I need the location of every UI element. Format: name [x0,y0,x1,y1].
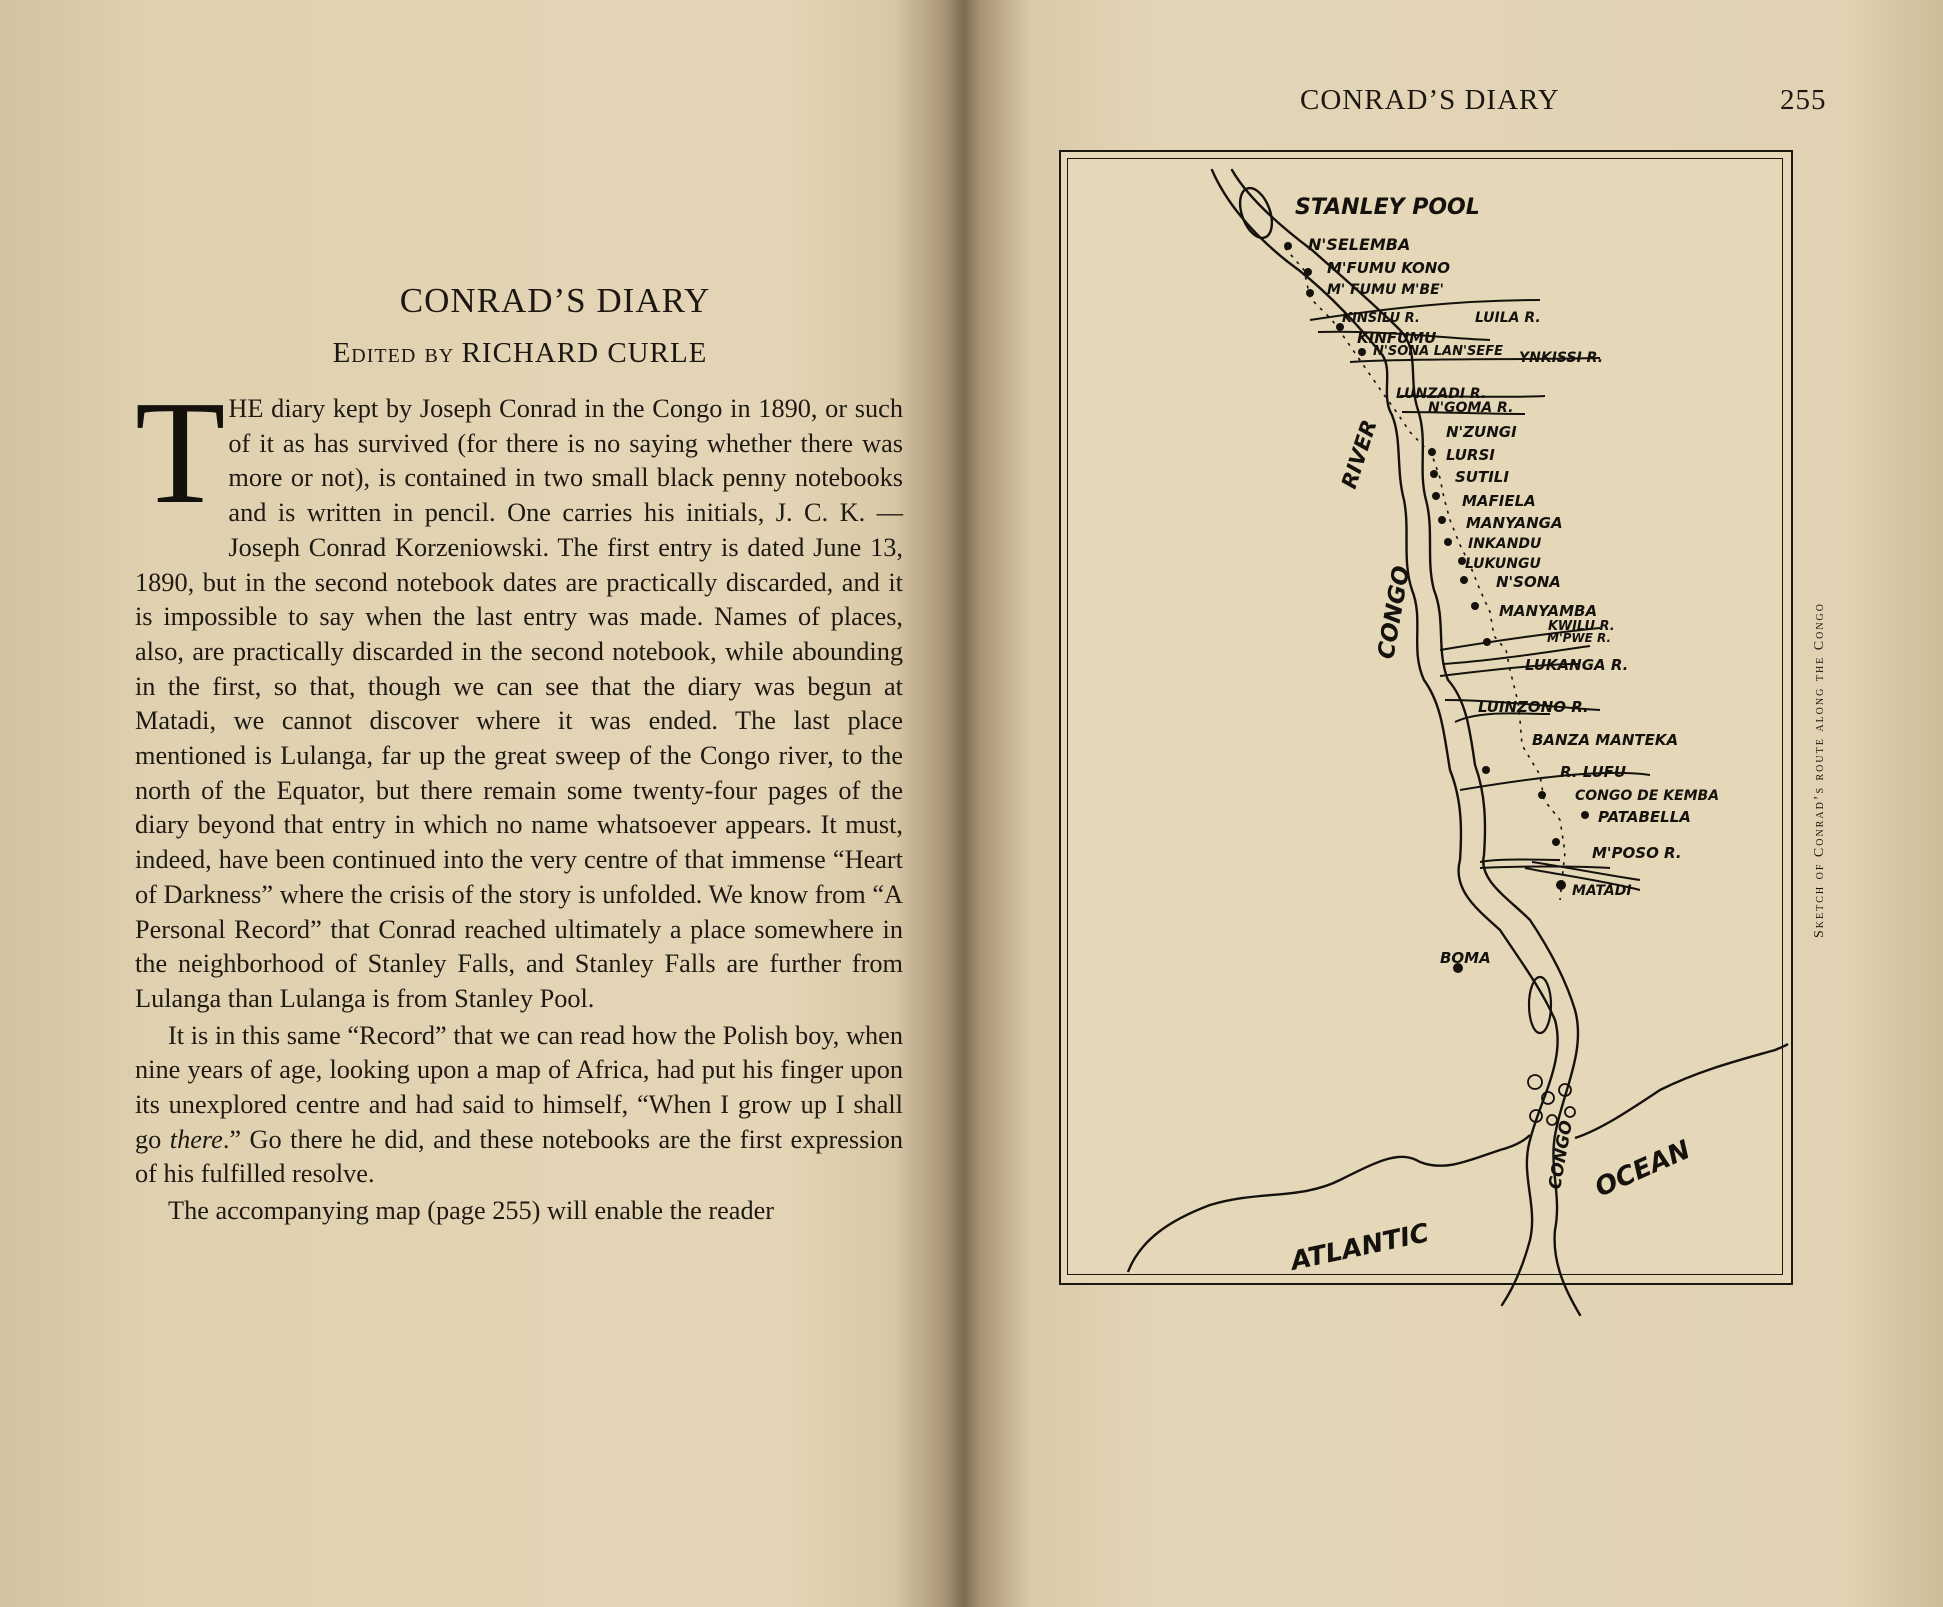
map-place-label: R. LUFU [1560,763,1627,781]
label-congo: CONGO [1373,563,1416,662]
emphasis-there: there [169,1124,223,1154]
map-place-label: M'PWE R. [1547,631,1612,645]
map-place-label: CONGO DE KEMBA [1575,788,1720,804]
map-place-label: PATABELLA [1598,808,1691,826]
map-place-label: N'GOMA R. [1428,400,1514,416]
map-place-label: KINFUMU [1357,329,1437,347]
paragraph-3: The accompanying map (page 255) will enable the reader [168,1196,775,1226]
drop-cap: T [135,371,226,535]
label-stanley-pool: STANLEY POOL [1295,195,1480,220]
map-place-label: LUILA R. [1475,310,1541,326]
map-place-label: MATADI [1572,883,1632,899]
map-place-label: MANYANGA [1466,514,1563,532]
map-place-label: MANYAMBA [1499,602,1598,620]
coast-north [1575,1044,1788,1138]
map-place-label: BANZA MANTEKA [1532,731,1679,749]
label-congo-mouth: CONGO [1545,1118,1578,1191]
label-ocean: OCEAN [1590,1134,1695,1204]
map-caption: Sketch of Conrad’s route along the Congo [1812,601,1827,938]
article-title: CONRAD’S DIARY [399,281,711,320]
place-labels [1308,235,1719,967]
map-place-label: N'SONA LAN'SEFE [1373,344,1503,359]
byline-prefix: Edited by [332,337,455,369]
page-number: 255 [1780,84,1827,116]
map-place-label: M'POSO R. [1592,844,1682,862]
map-place-label: N'SELEMBA [1308,235,1411,254]
running-head: CONRAD’S DIARY [1300,84,1560,116]
map-place-label: LUINZONO R. [1478,698,1589,716]
map-place-label: BOMA [1440,949,1491,967]
label-atlantic: ATLANTIC [1288,1218,1432,1277]
map-place-label: KWILU R. [1548,619,1615,634]
map-place-label: INKANDU [1468,536,1542,552]
map-place-label: M'FUMU KONO [1327,259,1450,277]
paragraph-1-text: HE diary kept by Joseph Conrad in the Congo in 1890, or such of it as has survived (for there is no saying whether there was more or not), is contained in two small black penny notebooks and is written in pencil. One carries his initials, J. C. K. — Joseph Conrad Korzeniowski. The first entry is dated June 13, 1890, but in the second notebook dates are practically discarded, and it is impossible to say when the last entry was made. Names of places, also, are practically discarded in the second notebook, while abounding in the first, so that, though we can see that the diary was begun at Matadi, we cannot discover where it was ended. The last place mentioned is Lulanga, far up the great sweep of the Congo river, to the north of the Equator, but there remain some twenty-four pages of the diary beyond that entry in which no name whatsoever appears. It must, indeed, have been continued into the very centre of that immense “Heart of Darkness” where the crisis of the story is unfolded. We know from “A Personal Record” that Conrad reached ultimately a place somewhere in the neighborhood of Stanley Falls, and Stanley Falls are further from Lulanga than Lulanga is from Stanley Pool. [135,394,903,1013]
map-place-label: LUKUNGU [1465,556,1541,572]
map-place-label: LUNZADI R. [1396,386,1487,402]
map-place-label: YNKISSI R. [1519,350,1604,366]
editor-name: RICHARD CURLE [461,337,708,369]
paragraph-2-text: It is in this same “Record” that we can read how the Polish boy, when nine years of age, looking upon a map of Africa, had put his finger upon its unexplored centre and had said to himself, “When I grow up I shall go [135,1020,903,1154]
map-place-label: SUTILI [1455,468,1509,486]
map-place-label: N'SONA [1496,573,1561,591]
paragraph-2-end: .” Go there he did, and these notebooks are the first expression of his fulfilled resolve. [135,1124,903,1189]
map-place-label: LURSI [1446,446,1495,464]
map-place-label: KINSILU R. [1342,311,1420,326]
map-place-label: MAFIELA [1462,492,1536,510]
label-river: RIVER [1336,416,1382,492]
map-place-label: LUKANGA R. [1525,656,1629,674]
map-place-label: M' FUMU M'BE' [1327,282,1444,298]
map-place-label: N'ZUNGI [1446,423,1517,441]
